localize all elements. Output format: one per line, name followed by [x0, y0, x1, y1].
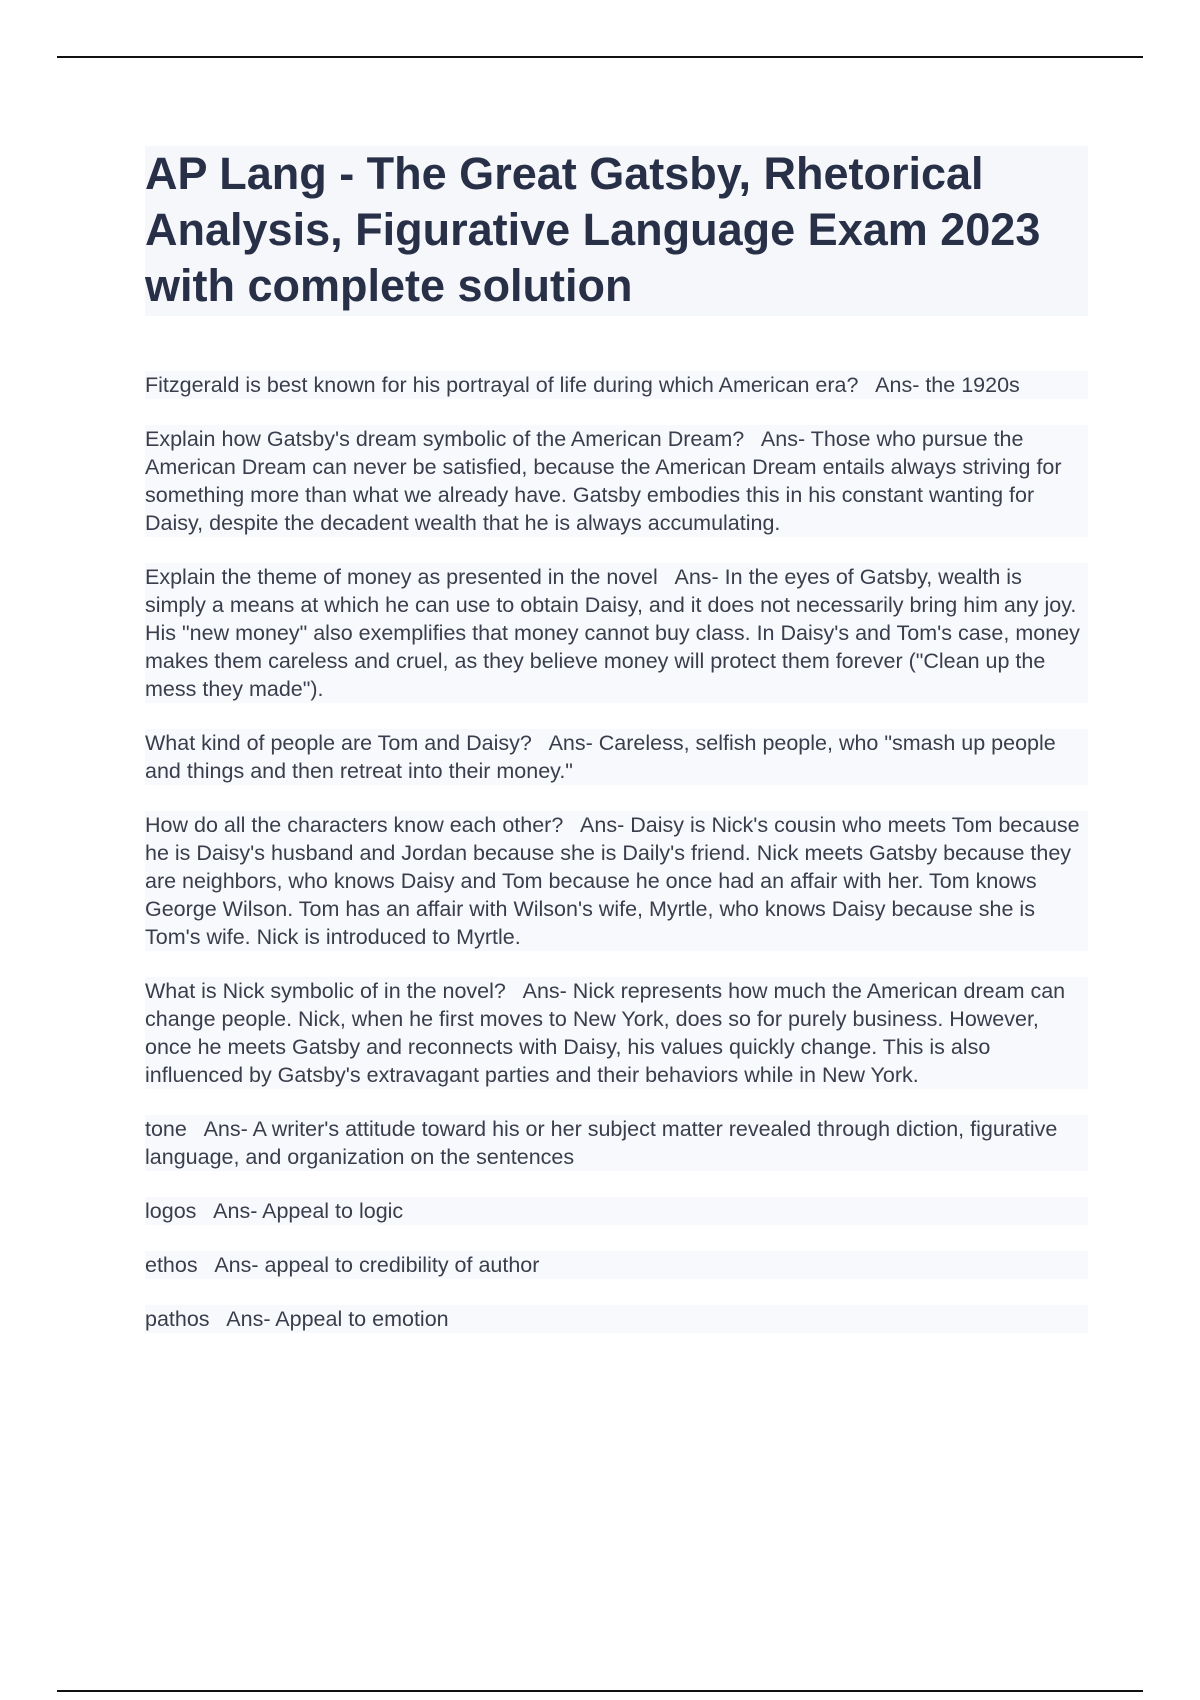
- title-block: [145, 146, 1088, 316]
- bottom-rule: [57, 1690, 1143, 1692]
- qa-item: [145, 371, 1088, 399]
- question-text: tone: [145, 1117, 187, 1141]
- qa-item: [145, 1251, 1088, 1279]
- question-text: How do all the characters know each other?: [145, 813, 564, 837]
- question-text: Fitzgerald is best known for his portrayal of life during which American era?: [145, 373, 859, 397]
- answer-text: Ans- Those who pursue the American Dream can never be satisfied, because the American Dream entails always striving for something more than what we already have. Gatsby embodies this in his constant wanting for Daisy, despite the decadent wealth that he is always accumulating.: [145, 427, 1062, 535]
- qa-item: [145, 811, 1088, 951]
- question-text: Explain how Gatsby's dream symbolic of the American Dream?: [145, 427, 745, 451]
- question-text: logos: [145, 1199, 197, 1223]
- answer-text: Ans- appeal to credibility of author: [214, 1253, 540, 1277]
- answer-text: Ans- Nick represents how much the American dream can change people. Nick, when he first moves to New York, does so for purely business. However, once he meets Gatsby and reconnects with Daisy, his values quickly change. This is also influenced by Gatsby's extravagant parties and their behaviors while in New York.: [145, 979, 1066, 1087]
- qa-item: [145, 1115, 1088, 1171]
- answer-text: Ans- Appeal to logic: [213, 1199, 404, 1223]
- qa-list: [145, 371, 1088, 1333]
- qa-item: [145, 425, 1088, 537]
- question-text: What is Nick symbolic of in the novel?: [145, 979, 506, 1003]
- question-text: pathos: [145, 1307, 210, 1331]
- answer-text: Ans- Appeal to emotion: [226, 1307, 449, 1331]
- question-text: What kind of people are Tom and Daisy?: [145, 731, 532, 755]
- document-title: AP Lang - The Great Gatsby, Rhetorical Analysis, Figurative Language Exam 2023 with complete solution: [145, 148, 1041, 311]
- qa-item: [145, 563, 1088, 703]
- document-body: [145, 146, 1088, 1359]
- top-rule: [57, 56, 1143, 58]
- answer-text: Ans- A writer's attitude toward his or her subject matter revealed through diction, figurative language, and organization on the sentences: [145, 1117, 1058, 1169]
- answer-text: Ans- Careless, selfish people, who "smash up people and things and then retreat into their money.": [145, 731, 1056, 783]
- qa-item: [145, 977, 1088, 1089]
- qa-item: [145, 1197, 1088, 1225]
- answer-text: Ans- In the eyes of Gatsby, wealth is simply a means at which he can use to obtain Daisy, and it does not necessarily bring him any joy. His "new money" also exemplifies that money cannot buy class. In Daisy's and Tom's case, money makes them careless and cruel, as they believe money will protect them forever ("Clean up the mess they made").: [145, 565, 1080, 701]
- answer-text: Ans- Daisy is Nick's cousin who meets Tom because he is Daisy's husband and Jordan because she is Daily's friend. Nick meets Gatsby because they are neighbors, who knows Daisy and Tom because he once had an affair with her. Tom knows George Wilson. Tom has an affair with Wilson's wife, Myrtle, who knows Daisy because she is Tom's wife. Nick is introduced to Myrtle.: [145, 813, 1080, 949]
- qa-item: [145, 729, 1088, 785]
- qa-item: [145, 1305, 1088, 1333]
- question-text: Explain the theme of money as presented in the novel: [145, 565, 658, 589]
- answer-text: Ans- the 1920s: [875, 373, 1020, 397]
- question-text: ethos: [145, 1253, 198, 1277]
